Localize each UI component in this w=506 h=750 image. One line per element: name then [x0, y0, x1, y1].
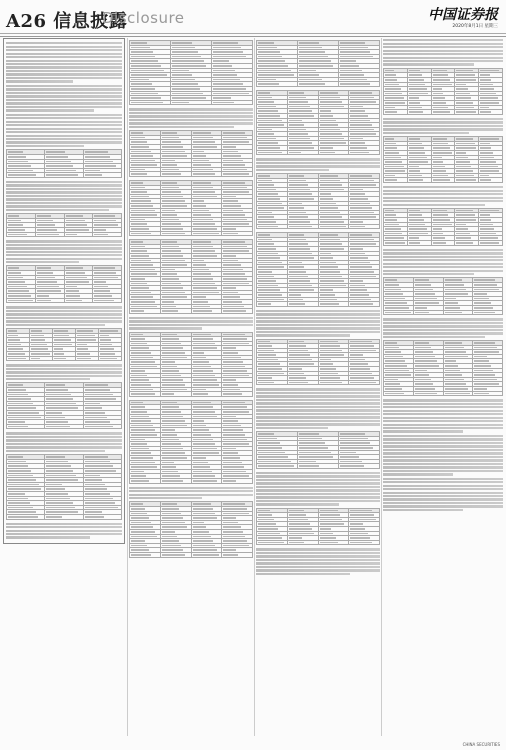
- data-table: [256, 339, 380, 386]
- data-table: [256, 40, 380, 87]
- data-table: [383, 277, 503, 315]
- data-table: [6, 328, 122, 361]
- column-1: [3, 38, 125, 736]
- column-divider: [381, 38, 382, 736]
- text-block: [256, 310, 380, 337]
- text-block: [6, 432, 122, 452]
- text-block: [6, 114, 122, 148]
- data-table: [6, 382, 122, 429]
- data-table: [256, 90, 380, 155]
- table-row: [257, 224, 380, 229]
- text-block: [6, 364, 122, 380]
- table-row: [384, 178, 503, 183]
- data-table: [256, 431, 380, 469]
- data-table: [383, 340, 503, 396]
- data-table: [129, 239, 253, 314]
- text-block: [383, 318, 503, 338]
- text-block: [383, 399, 503, 433]
- masthead: [0, 0, 506, 37]
- table-row: [7, 424, 122, 429]
- table-row: [384, 110, 503, 115]
- text-block: [6, 85, 122, 112]
- data-table: [129, 130, 253, 177]
- table-row: [257, 380, 380, 385]
- data-table: [129, 40, 253, 105]
- text-block: [6, 42, 122, 83]
- table-row: [130, 552, 253, 557]
- data-table: [6, 265, 122, 303]
- table-row: [257, 540, 380, 545]
- data-table: [129, 400, 253, 484]
- table-row: [7, 514, 122, 519]
- text-block: [6, 240, 122, 263]
- issue-date: 2020年8月1日 星期三: [452, 24, 498, 29]
- table-row: [130, 309, 253, 314]
- table-row: [7, 356, 122, 361]
- table-row: [130, 172, 253, 177]
- text-block: [256, 548, 380, 575]
- data-table: [256, 508, 380, 546]
- table-row: [384, 310, 503, 315]
- text-frame: [3, 38, 125, 544]
- table-row: [130, 478, 253, 483]
- text-block: [383, 478, 503, 512]
- table-row: [257, 302, 380, 307]
- text-block: [129, 317, 253, 330]
- table-row: [7, 232, 122, 237]
- data-table: [383, 208, 503, 246]
- text-block: [383, 39, 503, 66]
- data-table: [129, 180, 253, 236]
- column-divider: [127, 38, 128, 736]
- table-row: [384, 391, 503, 396]
- column-3: [256, 38, 380, 736]
- text-block: [256, 158, 380, 171]
- newspaper-logo: 中国证券报: [428, 7, 498, 23]
- column-4: [383, 38, 503, 736]
- text-block: [6, 306, 122, 326]
- table-row: [257, 82, 380, 87]
- data-table: [129, 332, 253, 397]
- footer-note: CHINA SECURITIES: [462, 742, 500, 747]
- masthead-rule: [0, 33, 506, 34]
- table-row: [130, 100, 253, 105]
- data-table: [383, 136, 503, 183]
- data-table: [383, 68, 503, 115]
- text-block: [6, 181, 122, 211]
- data-table: [256, 232, 380, 307]
- table-row: [257, 464, 380, 469]
- data-table: [129, 501, 253, 557]
- table-row: [130, 392, 253, 397]
- table-row: [7, 298, 122, 303]
- text-block: [256, 388, 380, 429]
- text-block: [6, 523, 122, 539]
- table-row: [130, 231, 253, 236]
- text-block: [256, 472, 380, 506]
- text-block: [383, 186, 503, 206]
- text-block: [383, 435, 503, 476]
- data-table: [256, 173, 380, 229]
- text-block: [383, 249, 503, 276]
- data-table: [6, 149, 122, 178]
- table-row: [7, 173, 122, 178]
- data-table: [6, 454, 122, 519]
- section-title: A26 信息披露: [6, 11, 128, 32]
- section-subtitle: Disclosure: [102, 9, 185, 27]
- text-block: [129, 487, 253, 500]
- table-row: [384, 241, 503, 246]
- text-block: [129, 108, 253, 128]
- column-divider: [254, 38, 255, 736]
- text-block: [383, 118, 503, 134]
- table-row: [257, 150, 380, 155]
- data-table: [6, 213, 122, 237]
- column-2: [129, 38, 253, 736]
